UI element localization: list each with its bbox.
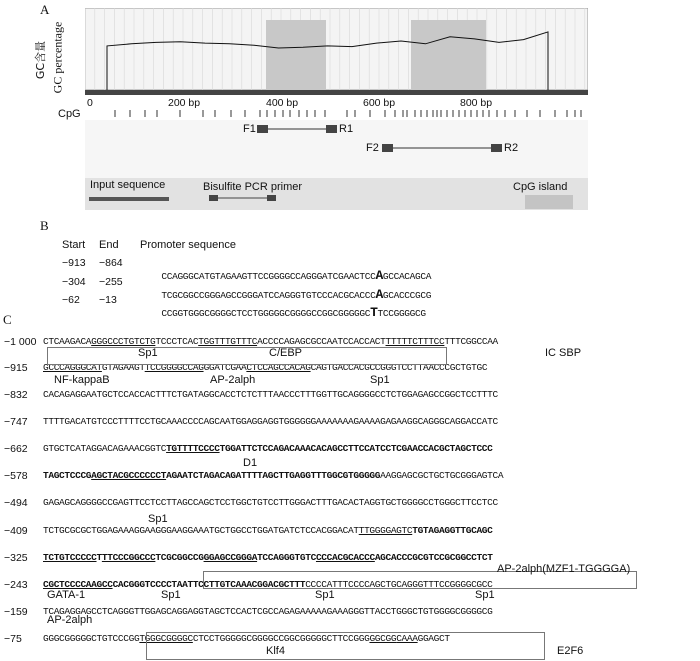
x-tick-200: 200 bp [168, 97, 201, 109]
sequence-segment: T [96, 552, 102, 563]
sequence-line [43, 525, 493, 536]
tf-site-label: AP-2alph [210, 374, 256, 386]
row-end: −255 [99, 276, 123, 288]
tf-site-label: C/EBP [269, 347, 303, 359]
sequence-segment: TCCAGGGTGTC [257, 552, 316, 563]
sequence-segment: TGGTTTGTTTC [198, 336, 258, 347]
sequence-segment: AAGGAGCGCTGCTGCGGGAGTCA [380, 470, 504, 481]
sequence-segment: TGTTTTCCCC [166, 443, 220, 454]
line-position-number: −747 [4, 416, 28, 428]
tf-site-label: AP-2alph(MZF1-TGGGGA) [497, 563, 631, 575]
legend-cpg-island: CpG island [513, 181, 568, 193]
sequence-segment: TGGATTCTCCAGACAAACACAGCCTTCCATCCTCGAACCACGCTAGCTCCC [219, 443, 493, 454]
sequence-segment: ACCCCAGAGCGCCAATCCACCACT [257, 336, 386, 347]
row-end: −864 [99, 257, 123, 269]
sequence-line [43, 606, 492, 617]
sequence-segment: TTTTTCTTTCC [385, 336, 445, 347]
row-sequence: CCAGGGCATGTAGAAGTTCCGGGGCCAGGGATCGAACTCCAGCCACAGCA [161, 268, 432, 283]
sequence-line [43, 336, 498, 347]
header-start: Start [62, 239, 86, 251]
primer-r1-label: R1 [339, 123, 354, 135]
line-position-number: −494 [4, 497, 28, 509]
sequence-segment: GGAGCCGGGA [203, 552, 258, 563]
sequence-segment: GGGCGGGGGCTGTCCCGG [43, 633, 140, 644]
sequence-segment: CAGTGACCACGCCGGGTCCTTAACCCGCTGTGC [310, 362, 488, 373]
bisulfite-primer-swatch-right [267, 195, 276, 201]
tf-site-label: Sp1 [161, 589, 181, 601]
sequence-segment: TCAGAGGAGCCTCAGGGTTGGAGCAGGAGGTAGCTCCACTCGCCAGAGAAAAAGAAAGGGTTACCTGGGCTGTGGGGCGGGGCG [43, 606, 493, 617]
sequence-segment: CACAGAGGAATGCTCCACCACTTTCTGATAGGCACCTCTCTTTAACCCTTTGGTTGCAGGGGCCTCTGGAGAGCCGGCTCCTTTC [43, 389, 498, 400]
sequence-segment: CTCCAGCCACAG [246, 362, 311, 373]
header-promoter: Promoter sequence [140, 239, 236, 251]
sequence-line [43, 443, 493, 454]
sequence-line [43, 389, 498, 400]
sequence-line [43, 497, 498, 508]
sequence-segment: TCTGCGCGCTGGAGAAAGGAAGGGAAGGAAATGCTGGCCTGGATGATCTCCACGGACAT [43, 525, 359, 536]
primer-r1-box [326, 125, 337, 133]
sequence-line [43, 416, 498, 427]
input-sequence-swatch [89, 197, 169, 201]
sequence-segment: TCCGGGGCCAG [144, 362, 204, 373]
sequence-line [43, 470, 503, 481]
sequence-segment: CCCACGCACCC [315, 552, 375, 563]
sequence-segment: GAGAGCAGGGGCCGAGTTCCTCCTTAGCCAGCTCCTGGCTGTCCTTGGGACTTTGACACTAGGTGCTGGGGCCTGGGCTTCCTCC [43, 497, 498, 508]
sequence-segment: AGCTACGCCCCCCT [91, 470, 167, 481]
line-position-number: −578 [4, 470, 28, 482]
line-position-number: −1 000 [4, 336, 37, 348]
primer-r2-box [491, 144, 502, 152]
header-end: End [99, 239, 119, 251]
row-start: −304 [62, 276, 86, 288]
panel-b-label: B [40, 218, 49, 233]
row-end: −13 [99, 294, 117, 306]
tf-site-label: Klf4 [266, 645, 285, 657]
tf-site-label: Sp1 [370, 374, 390, 386]
panel-a-label: A [40, 2, 50, 17]
x-axis-bar [85, 90, 588, 95]
sequence-segment: TCTGTCCCCC [43, 552, 97, 563]
tf-site-label: Sp1 [475, 589, 495, 601]
line-position-number: −325 [4, 552, 28, 564]
sequence-segment: GTGCTCATAGGACAGAAACGGTC [43, 443, 167, 454]
sequence-segment: TCCCTCAC [155, 336, 199, 347]
tf-site-label: Sp1 [315, 589, 335, 601]
line-position-number: −159 [4, 606, 28, 618]
cpg-track-label: CpG [58, 108, 81, 120]
cpg-island-swatch [525, 195, 573, 209]
sequence-segment: GGATCGAA [203, 362, 247, 373]
tf-site-label: AP-2alph [47, 614, 93, 626]
row-sequence: TCGCGGCCGGGAGCCGGGATCCAGGGTGTCCCACGCACCCAGCACCCGCG [161, 287, 432, 302]
sequence-segment: TAGCTCCCG [43, 470, 92, 481]
sequence-segment: CGCTCCCCAAGCC [43, 579, 113, 590]
sequence-segment: TTGGGGAGTC [358, 525, 413, 536]
annotation-box-line2 [47, 347, 447, 365]
x-tick-600: 600 bp [363, 97, 396, 109]
line-position-number: −409 [4, 525, 28, 537]
x-tick-400: 400 bp [266, 97, 299, 109]
tf-site-label: IC SBP [545, 347, 582, 359]
primer-r2-label: R2 [504, 142, 519, 154]
cpg-island-shade-2 [411, 20, 486, 90]
primer-f1-box [257, 125, 268, 133]
primer-f2-label: F2 [366, 142, 379, 154]
sequence-segment: AGCACCCGCGTCCGCGGCCTCT [374, 552, 493, 563]
highlight-base: T [370, 305, 378, 320]
x-tick-0: 0 [87, 97, 93, 109]
tf-site-label: GATA-1 [47, 589, 86, 601]
sequence-segment: GGAGCT [417, 633, 450, 644]
sequence-segment: CTCCTGGGGGCGGGGCCGGCGGGGGCTTCCGGG [192, 633, 370, 644]
line-position-number: −75 [4, 633, 22, 645]
primer-f2-box [382, 144, 393, 152]
gc-content-chart [85, 8, 588, 108]
tf-site-label: D1 [243, 457, 258, 469]
sequence-segment: TCGCGGCCG [155, 552, 204, 563]
y-axis-label-cn: GC含量 [34, 40, 47, 80]
highlight-base: A [375, 287, 383, 302]
panel-c-label: C [3, 312, 12, 327]
line-position-number: −832 [4, 389, 28, 401]
sequence-segment: TGTAGAGGTTGCAGC [412, 525, 493, 536]
sequence-segment: AGAATCTAGACAGATTTTAGCTTGAGGTTTGGCGTGGGGG [166, 470, 381, 481]
sequence-segment: TTCCCGGCCC [101, 552, 156, 563]
annotation-box-line12 [146, 632, 545, 660]
line-position-number: −243 [4, 579, 28, 591]
sequence-segment: TTTCGGCCAA [444, 336, 498, 347]
row-start: −62 [62, 294, 80, 306]
sequence-segment: CTCAAGACA [43, 336, 92, 347]
sequence-segment: CAAA [396, 633, 418, 644]
sequence-segment: GGGCCCTGTCTG [91, 336, 156, 347]
legend-input-sequence: Input sequence [90, 179, 166, 191]
sequence-segment: TTTTGACATGTCCCTTTTCCTGCAAACCCCAGCAATGGAGGAGGTGGGGGGAAAAAAAGAAAAGAGAAGGCAGGGCAGGACCATC [43, 416, 498, 427]
sequence-segment: CCCCATTTCCCCAGCTGCAGGGTTTCCGGGGCGCC [305, 579, 493, 590]
bisulfite-primer-swatch-left [209, 195, 218, 201]
sequence-segment: GCCCAGGGCAT [43, 362, 102, 373]
sequence-segment: GGCGG [369, 633, 397, 644]
sequence-segment: CACGGGTCCCCTAATTCCTTGTCAAACGGACGCTTT [112, 579, 306, 590]
x-tick-800: 800 bp [460, 97, 493, 109]
tf-site-label: NF-kappaB [54, 374, 110, 386]
line-position-number: −915 [4, 362, 28, 374]
cpg-island-shade-1 [266, 20, 326, 90]
sequence-line [43, 552, 493, 563]
sequence-segment: GTAGAAGT [101, 362, 145, 373]
tf-site-label: Sp1 [138, 347, 158, 359]
tf-site-label: Sp1 [148, 513, 168, 525]
legend-bisulfite-primer: Bisulfite PCR primer [203, 181, 303, 193]
highlight-base: A [375, 268, 383, 283]
row-start: −913 [62, 257, 86, 269]
sequence-segment: TGGGCGGGGC [139, 633, 193, 644]
row-sequence: CCGGTGGGCGGGGCTCCTGGGGGCGGGGCCGGCGGGGGCTTCCGGGGCG [161, 305, 426, 320]
y-axis-label-en: GC percentage [50, 21, 65, 94]
line-position-number: −662 [4, 443, 28, 455]
tf-site-label: E2F6 [557, 645, 584, 657]
primer-f1-label: F1 [243, 123, 256, 135]
